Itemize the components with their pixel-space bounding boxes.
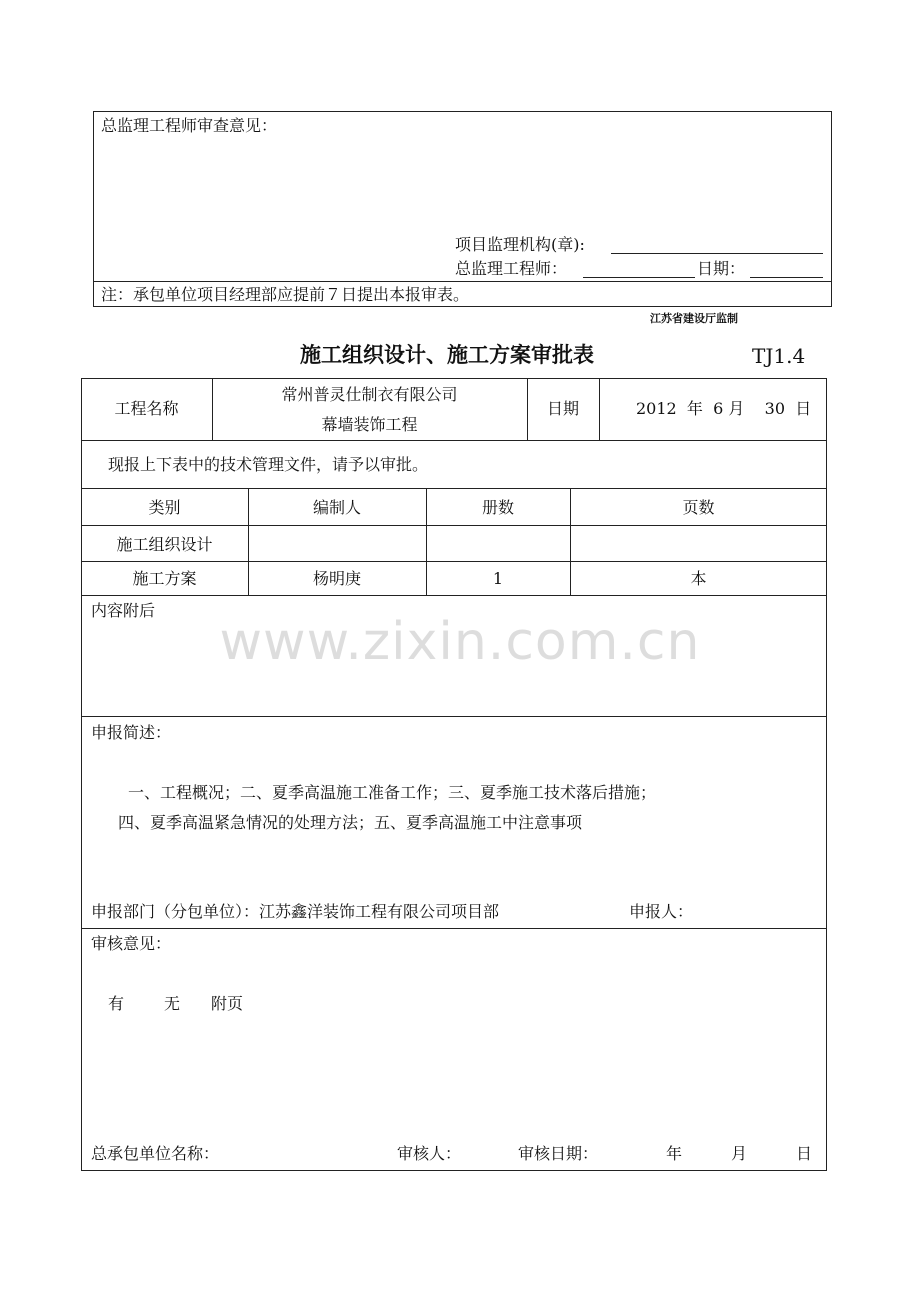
row-divider (81, 561, 827, 562)
supervision-mark: 江苏省建设厅监制 (650, 312, 738, 325)
note-divider (93, 281, 832, 282)
col-header-author: 编制人 (312, 498, 361, 517)
contractor-label: 总承包单位名称： (91, 1144, 220, 1163)
chief-engineer-signature-line[interactable] (583, 277, 695, 278)
row-divider (81, 595, 827, 596)
attachment-label: 内容附后 (91, 601, 156, 620)
review-option-attachment[interactable]: 附页 (211, 994, 244, 1013)
watermark-text: www.zixin.com.cn (219, 612, 701, 672)
reviewer-label: 审核人： (397, 1144, 462, 1163)
col-header-category: 类别 (148, 498, 181, 517)
form-code: TJ1.4 (752, 344, 806, 368)
applicant-label: 申报人： (629, 902, 694, 921)
review-option-yes[interactable]: 有 (108, 994, 125, 1013)
top-date-label: 日期： (697, 259, 746, 278)
review-label: 审核意见： (91, 934, 172, 953)
row-divider (81, 928, 827, 929)
row2-author[interactable]: 杨明庚 (312, 569, 361, 588)
review-option-no[interactable]: 无 (164, 994, 181, 1013)
org-seal-signature-line[interactable] (611, 253, 823, 254)
col-header-volumes: 册数 (481, 498, 514, 517)
chief-engineer-label: 总监理工程师： (455, 259, 568, 278)
review-date-label: 审核日期： (518, 1144, 599, 1163)
row-divider (81, 440, 827, 441)
project-name-line2: 幕墙装饰工程 (321, 415, 418, 434)
day-label: 日 (796, 1144, 813, 1163)
year-label: 年 (666, 1144, 683, 1163)
note-text: 注：承包单位项目经理部应提前７日提出本报审表。 (101, 285, 470, 304)
approval-table (81, 378, 827, 1171)
org-seal-label: 项目监理机构(章): (455, 235, 585, 254)
col-divider (599, 378, 600, 440)
row2-pages[interactable]: 本 (690, 569, 707, 588)
project-name-label: 工程名称 (114, 399, 179, 418)
summary-label: 申报简述： (91, 723, 172, 742)
form-title: 施工组织设计、施工方案审批表 (300, 343, 594, 367)
top-date-line[interactable] (750, 277, 823, 278)
project-name-line1: 常州普灵仕制衣有限公司 (281, 385, 458, 404)
row-divider (81, 716, 827, 717)
row1-category: 施工组织设计 (116, 535, 213, 554)
col-header-pages: 页数 (682, 498, 715, 517)
row-divider (81, 488, 827, 489)
summary-line2: 四、夏季高温紧急情况的处理方法；五、夏季高温施工中注意事项 (118, 813, 583, 832)
intro-text: 现报上下表中的技术管理文件，请予以审批。 (108, 455, 429, 474)
dept-label: 申报部门（分包单位）：江苏鑫洋装饰工程有限公司项目部 (91, 902, 500, 921)
row-divider (81, 525, 827, 526)
date-label: 日期 (546, 399, 579, 418)
month-label: 月 (731, 1144, 748, 1163)
row2-volumes[interactable]: 1 (492, 569, 504, 588)
summary-line1: 一、工程概况；二、夏季高温施工准备工作；三、夏季施工技术落后措施； (128, 783, 657, 802)
row2-category: 施工方案 (132, 569, 197, 588)
chief-opinion-label: 总监理工程师审查意见： (101, 116, 278, 135)
date-value[interactable]: 2012 年 6 月 30 日 (636, 399, 812, 418)
